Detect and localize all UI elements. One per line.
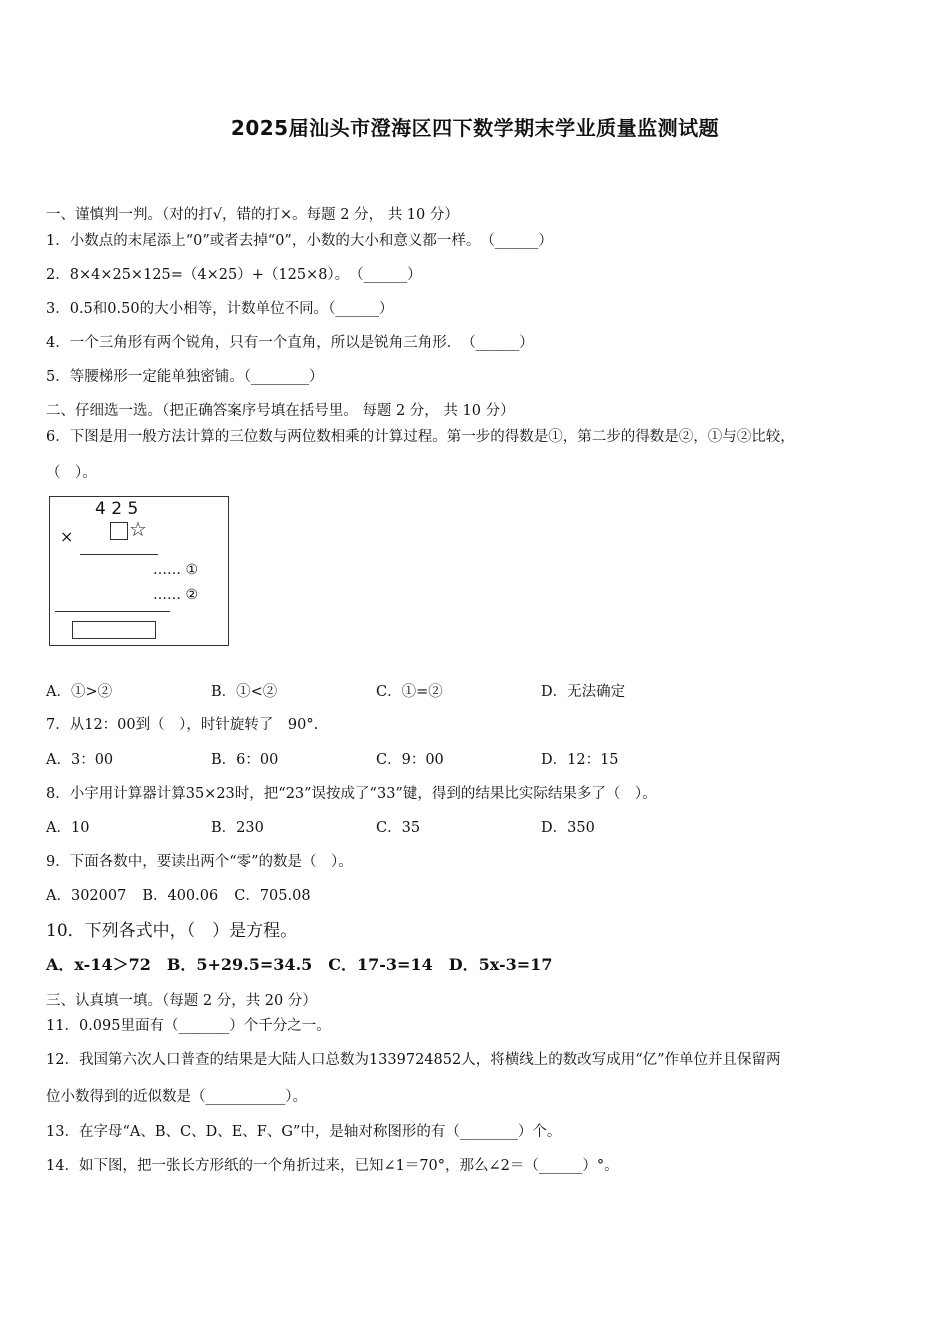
question-10-option-a: A．x-14＞72 bbox=[46, 955, 151, 974]
figure-answer-box bbox=[72, 621, 156, 639]
question-7-option-b: B．6：00 bbox=[211, 752, 279, 768]
question-6-option-a: A．①>② bbox=[46, 684, 113, 700]
question-6-option-c: C．①=② bbox=[376, 684, 443, 700]
question-7-option-a: A．3：00 bbox=[46, 752, 114, 768]
question-3: 3．0.5和0.50的大小相等，计数单位不同。（______） bbox=[46, 301, 394, 317]
question-12-line-2: 位小数得到的近似数是（___________）。 bbox=[46, 1089, 307, 1105]
question-8-option-a: A．10 bbox=[46, 820, 90, 836]
question-6-option-b: B．①<② bbox=[211, 684, 278, 700]
question-11: 11．0.095里面有（_______）个千分之一。 bbox=[46, 1018, 331, 1034]
question-6-text-2: （ ）。 bbox=[46, 465, 97, 481]
figure-times-sign: × bbox=[60, 527, 74, 546]
question-5: 5．等腰梯形一定能单独密铺。（________） bbox=[46, 369, 324, 385]
question-8-option-c: C．35 bbox=[376, 820, 421, 836]
section-1-header: 一、谨慎判一判。（对的打√，错的打×。每题 2 分， 共 10 分） bbox=[46, 207, 459, 223]
question-7-option-d: D．12：15 bbox=[541, 752, 619, 768]
figure-top-digits: 4 2 5 bbox=[95, 499, 139, 519]
question-6-options bbox=[46, 680, 625, 701]
question-9-option-b: B．400.06 bbox=[142, 888, 219, 904]
figure-rule-2 bbox=[55, 611, 170, 612]
question-9-options bbox=[46, 884, 311, 905]
star-icon: ☆ bbox=[129, 517, 147, 541]
question-1: 1．小数点的末尾添上“0”或者去掉“0”，小数的大小和意义都一样。 （______） bbox=[46, 233, 553, 249]
question-6-text: 6．下图是用一般方法计算的三位数与两位数相乘的计算过程。第一步的得数是①，第二步的得数是②，①与②比较， bbox=[46, 429, 795, 445]
figure-step-2: …… ② bbox=[153, 587, 199, 603]
question-7-text: 7．从12：00到（ ），时针旋转了 90°. bbox=[46, 717, 319, 733]
question-8-option-b: B．230 bbox=[211, 820, 264, 836]
blank-square-icon bbox=[110, 522, 128, 540]
section-2-header: 二、仔细选一选。（把正确答案序号填在括号里。 每题 2 分， 共 10 分） bbox=[46, 403, 515, 419]
question-10-options bbox=[46, 952, 552, 975]
question-9-option-c: C．705.08 bbox=[234, 888, 311, 904]
multiplication-figure bbox=[49, 496, 229, 646]
question-2: 2．8×4×25×125=（4×25）+（125×8）。 （______） bbox=[46, 267, 422, 283]
question-8-options bbox=[46, 816, 595, 837]
figure-step-1: …… ① bbox=[153, 562, 199, 578]
question-14: 14．如下图，把一张长方形纸的一个角折过来，已知∠1＝70°，那么∠2＝（______）°。 bbox=[46, 1158, 619, 1174]
question-7-options bbox=[46, 748, 619, 769]
figure-rule-1 bbox=[80, 554, 158, 555]
question-6-option-d: D．无法确定 bbox=[541, 684, 626, 700]
question-9-option-a: A．302007 bbox=[46, 888, 127, 904]
question-8-option-d: D．350 bbox=[541, 820, 595, 836]
question-7-option-c: C．9：00 bbox=[376, 752, 444, 768]
page-title: 2025届汕头市澄海区四下数学期末学业质量监测试题 bbox=[230, 116, 720, 140]
question-10-option-d: D．5x-3=17 bbox=[448, 955, 553, 974]
question-9-text: 9．下面各数中，要读出两个“零”的数是（ ）。 bbox=[46, 854, 353, 870]
question-10-option-c: C．17-3=14 bbox=[328, 955, 433, 974]
question-10-text: 10．下列各式中，（ ）是方程。 bbox=[46, 921, 298, 941]
question-10-option-b: B．5+29.5=34.5 bbox=[166, 955, 313, 974]
section-3-header: 三、认真填一填。（每题 2 分，共 20 分） bbox=[46, 993, 317, 1009]
question-12-line-1: 12．我国第六次人口普查的结果是大陆人口总数为1339724852人，将横线上的数改写成用“亿”作单位并且保留两 bbox=[46, 1052, 781, 1068]
question-13: 13．在字母“A、B、C、D、E、F、G”中，是轴对称图形的有（________）个。 bbox=[46, 1124, 562, 1140]
question-8-text: 8．小宇用计算器计算35×23时，把“23”误按成了“33”键，得到的结果比实际结果多了（ ）。 bbox=[46, 786, 657, 802]
question-4: 4．一个三角形有两个锐角，只有一个直角，所以是锐角三角形． （______） bbox=[46, 335, 534, 351]
